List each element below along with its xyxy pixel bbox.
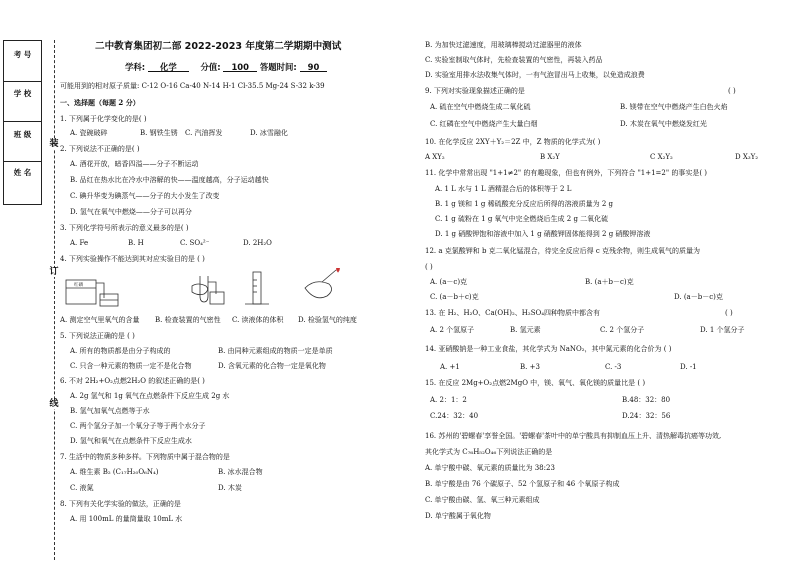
info-divider: [4, 81, 41, 82]
q2-option-c: C. 碘升华变为碘蒸气——分子的大小发生了改变: [70, 192, 220, 200]
q11-option-d: D. 1 g 硝酸钾饱和溶液中加入 1 g 硝酸钾固体能得到 2 g 硝酸钾溶液: [435, 230, 651, 238]
q12-stem: 12. a 克氯酸钾和 b 克二氧化锰混合，待完全反应后得 c 克残余物，则生成氧气的质量为: [425, 247, 701, 255]
q3-option-c: C. SO₄²⁻: [180, 239, 210, 247]
q7-option-d: D. 木炭: [218, 484, 242, 492]
q3-option-b: B. H: [128, 239, 144, 247]
q8-option-c: C. 实验室制取气体时，先检查装置的气密性，再装入药品: [425, 56, 603, 64]
q13-answer-paren: ( ): [725, 309, 733, 317]
q15-option-d: D.24：32：56: [622, 412, 671, 420]
q11-option-b: B. 1 g 镁和 1 g 稀硫酸充分反应后所得的溶液质量为 2 g: [435, 200, 613, 208]
q14-option-d: D. -1: [680, 363, 697, 371]
q9-option-a: A. 硫在空气中燃烧生成二氧化硫: [430, 103, 531, 111]
q1-option-b: B. 钢铁生锈: [140, 129, 178, 137]
q13-option-b: B. 氢元素: [510, 326, 541, 334]
q10-option-d: D X₃Y₂: [735, 153, 759, 161]
q4-stem: 4. 下列实验操作不能达到其对应实验目的是 ( ): [60, 255, 205, 263]
q8-option-d: D. 实验室用排水法收集气体时，一有气泡冒出马上收集，以免造成浪费: [425, 71, 645, 79]
q7-option-c: C. 液氮: [70, 484, 94, 492]
q11-option-c: C. 1 g 硫粉在 1 g 氧气中完全燃烧后生成 2 g 二氧化硫: [435, 215, 609, 223]
q9-answer-paren: ( ): [728, 87, 736, 95]
q14-option-b: B. +3: [520, 363, 540, 371]
q2-option-a: A. 酒花开放，暗香四溢——分子不断运动: [70, 160, 199, 168]
q11-option-a: A. 1 L 水与 1 L 酒精混合后的体积等于 2 L: [435, 185, 572, 193]
q1-option-c: C. 汽油挥发: [185, 129, 223, 137]
q2-stem: 2. 下列说法不正确的是( ): [60, 145, 140, 153]
q5-option-a: A. 所有的物质都是由分子构成的: [70, 347, 171, 355]
q12-answer-paren: ( ): [425, 263, 433, 271]
q4-option-a: A. 测定空气里氧气的含量: [60, 316, 140, 324]
exam-number-label: 考 号: [13, 50, 32, 59]
q9-option-c: C. 红磷在空气中燃烧产生大量白烟: [430, 120, 538, 128]
fig-d-hydrogen-purity: [305, 268, 340, 298]
q10-option-b: B X₂Y: [540, 153, 560, 161]
q12-option-a: A. (a－c)克: [430, 278, 468, 286]
q10-option-c: C X₂Y₂: [650, 153, 673, 161]
q6-option-c: C. 两个氢分子加一个氧分子等于两个水分子: [70, 422, 206, 430]
q15-option-a: A. 2：1：2: [430, 396, 467, 404]
q13-option-a: A. 2 个氢原子: [430, 326, 475, 334]
q4-option-c: C. 读液体的体积: [232, 316, 284, 324]
q16-stem-line1: 16. 苏州的'碧螺春'享誉全国。'碧螺春'茶叶中的单宁酸具有抑制血压上升、清热解毒抗癌等功效,: [425, 432, 722, 440]
q9-option-b: B. 镁带在空气中燃烧产生白色火焰: [620, 103, 728, 111]
q16-option-d: D. 单宁酸属于氧化物: [425, 512, 491, 520]
subject-label: 学科:: [125, 62, 146, 72]
fig-b-airtightness: [192, 276, 224, 304]
atomic-masses: 可能用到的相对原子质量: C-12 O-16 Ca-40 N-14 H-1 Cl-35.5 Mg-24 S-32 k-39: [60, 82, 325, 90]
fig-red-phosphorus-label: 红磷: [74, 283, 83, 288]
q1-option-d: D. 冰雪融化: [250, 129, 288, 137]
student-info-box: [3, 40, 42, 205]
section-title: 一、选择题（每题 2 分）: [60, 98, 140, 107]
q12-option-b: B. (a＋b－c)克: [585, 278, 634, 286]
q4-option-b: B. 检查装置的气密性: [155, 316, 221, 324]
q5-option-b: B. 由同种元素组成的物质一定是单质: [218, 347, 333, 355]
q3-stem: 3. 下列化学符号所表示的意义最多的是( ): [60, 224, 189, 232]
exam-meta-row: [125, 63, 327, 72]
q14-option-c: C. -3: [605, 363, 622, 371]
q15-stem: 15. 在反应 2Mg+O₂点燃2MgO 中，镁、氧气、氧化镁的质量比是 ( ): [425, 379, 646, 387]
q12-option-d: D. (a－b－c)克: [674, 293, 723, 301]
q6-option-b: B. 氢气加氧气点燃等于水: [70, 407, 150, 415]
q5-option-c: C. 只含一种元素的物质一定不是化合物: [70, 362, 192, 370]
exam-title: 二中教育集团初二部 2022-2023 年度第二学期期中测试: [95, 41, 342, 52]
score-label: 分值:: [200, 62, 221, 72]
q6-option-a: A. 2g 氢气和 1g 氧气在点燃条件下反应生成 2g 水: [70, 392, 230, 400]
q5-stem: 5. 下列说法正确的是 ( ): [60, 332, 135, 340]
info-divider: [4, 161, 41, 162]
q3-option-a: A. Fe: [70, 239, 89, 247]
q13-stem: 13. 在 H₂、H₂O、Ca(OH)₂、H₂SO₄四种物质中都含有: [425, 309, 601, 317]
q9-option-d: D. 木炭在氧气中燃烧发红光: [620, 120, 707, 128]
class-label: 班 级: [13, 130, 32, 139]
q4-option-d: D. 检验氢气的纯度: [298, 316, 357, 324]
subject-value: 化学: [148, 63, 189, 72]
q8-option-b: B. 为加快过滤速度，用玻璃棒搅动过滤器里的液体: [425, 41, 582, 49]
binding-line: [54, 40, 55, 560]
q14-stem: 14. 亚硝酸钠是一种工业食盐，其化学式为 NaNO₂，其中氮元素的化合价为 ( ): [425, 345, 672, 353]
q16-stem-line2: 其化学式为 C₇₆H₅₂O₄₆下列说法正确的是: [425, 448, 553, 456]
binding-char-zhuang: 装: [49, 139, 59, 149]
q7-option-a: A. 维生素 B₂ (C₁₇H₂₀O₆N₄): [70, 468, 159, 476]
q2-option-b: B. 品红在热水比在冷水中溶解的快——温度越高，分子运动越快: [70, 176, 269, 184]
q1-option-a: A. 瓷碗破碎: [70, 129, 108, 137]
q7-option-b: B. 冰水混合物: [218, 468, 263, 476]
q8-option-a: A. 用 100mL 的量筒量取 10mL 水: [70, 515, 183, 523]
q15-option-b: B.48：32：80: [622, 396, 671, 404]
q10-stem: 10. 在化学反应 2XY＋Y₂＝2Z 中，Z 物质的化学式为( ): [425, 138, 601, 146]
name-label: 姓 名: [13, 168, 32, 177]
binding-char-xian: 线: [49, 399, 59, 409]
q3-option-d: D. 2H₂O: [243, 239, 272, 247]
q4-apparatus-figure: [60, 268, 360, 308]
q14-option-a: A. +1: [440, 363, 460, 371]
info-divider: [4, 121, 41, 122]
q1-stem: 1. 下列属于化学变化的是( ): [60, 115, 147, 123]
q10-option-a: A XY₂: [425, 153, 445, 161]
binding-char-ding: 订: [49, 267, 59, 277]
q7-stem: 7. 生活中的物质多种多样。下列物质中属于混合物的是: [60, 453, 230, 461]
fig-c-measuring-cylinder: [245, 272, 269, 304]
q12-option-c: C. (a－b＋c)克: [430, 293, 479, 301]
q6-option-d: D. 氢气和氧气在点燃条件下反应生成水: [70, 437, 192, 445]
q2-option-d: D. 氢气在氧气中燃烧——分子可以再分: [70, 208, 192, 216]
q13-option-d: D. 1 个氢分子: [700, 326, 745, 334]
q16-option-b: B. 单宁酸是由 76 个碳原子、52 个氢原子和 46 个氧原子构成: [425, 480, 620, 488]
q13-option-c: C. 2 个氢分子: [600, 326, 645, 334]
q6-stem: 6. 不对 2H₂+O₂点燃2H₂O 的叙述正确的是( ): [60, 377, 205, 385]
school-label: 学 校: [13, 89, 32, 98]
q5-option-d: D. 含氧元素的化合物一定是氧化物: [218, 362, 326, 370]
time-label: 答题时间:: [259, 62, 297, 72]
q15-option-c: C.24：32：40: [430, 412, 479, 420]
q16-option-c: C. 单宁酸由碳、氢、氧三种元素组成: [425, 496, 540, 504]
score-value: 100: [223, 63, 256, 72]
q8-stem: 8. 下列有关化学实验的做法，正确的是: [60, 500, 181, 508]
q16-option-a: A. 单宁酸中碳、氧元素的质量比为 38:23: [425, 464, 555, 472]
q11-stem: 11. 化学中常常出现 "1+1≠2" 的有趣现象，但也有例外，下列符合 "1+1=2" 的事实是( ): [425, 169, 708, 177]
time-value: 90: [300, 63, 328, 72]
q9-stem: 9. 下列对实验现象描述正确的是: [425, 87, 525, 95]
